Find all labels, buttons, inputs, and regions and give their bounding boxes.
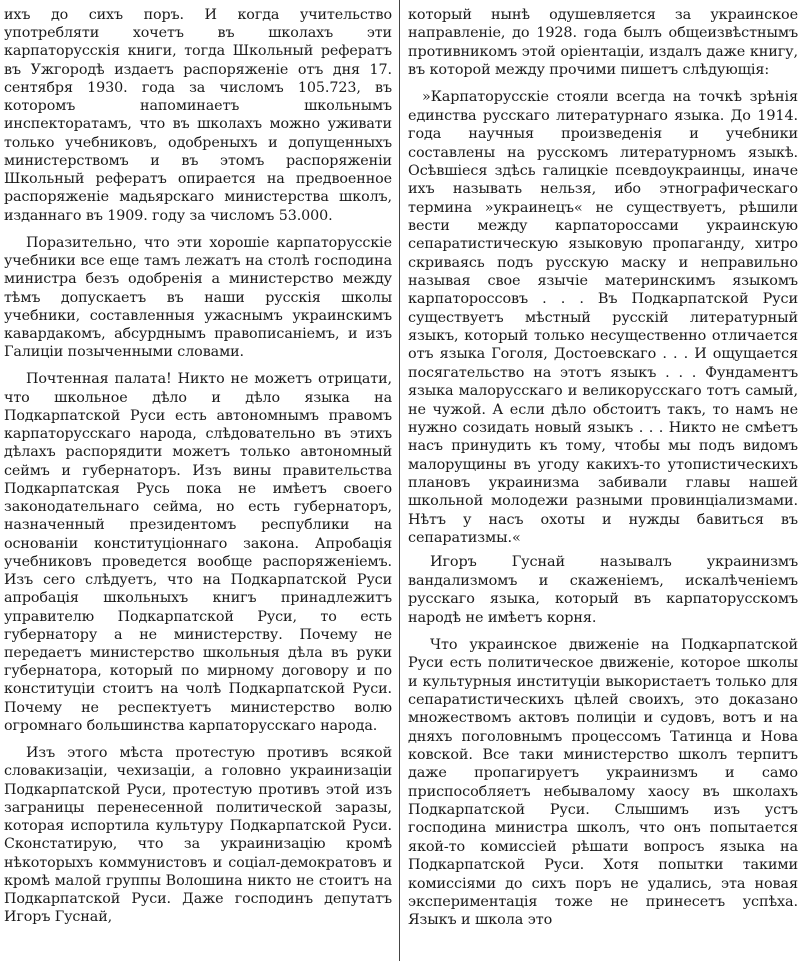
paragraph: Изъ этого мѣста протестую противъ всякой словакизаціи, чехизаціи, а головно украинизаціи Подкарпатской Руси, протестую противъ этой изъ заграницы перенесенной политической заразы, которая испортила культуру Подкарпатской Руси. Сконстатирую, что за украинизацію кромѣ нѣкоторыхъ коммунистовъ и соціал-демократовъ и кромѣ малой группы Волошина никто не стоитъ на Подкарпатской Руси. Даже господинъ депутатъ Игоръ Гуснай, [4,745,392,926]
paragraph: Поразительно, что эти хорошіе карпаторусскіе учебники все еще тамъ лежатъ на столѣ господина министра безъ одобренія а министерство между тѣмъ допускаетъ въ наши русскія школы учебники, составленныя ужаснымъ украинскимъ кавардакомъ, абсурднымъ правописаніемъ, и изъ Галиціи позыченными словами. [4,234,392,361]
quotation-block: »Карпаторусскіе стояли всегда на точкѣ зрѣнія единства русскаго литературнаго языка. До 1914. года научныя произведенія и учебники составлены на русскомъ литературномъ языкѣ. Осѣвшіеся здѣсь галицкіе псевдоукраинцы, иначе ихъ называть нельзя, ибо этнографическаго термина »украинецъ« не существуетъ, рѣшили вести между карпатороссами украинскую сепаратистическую языковую пропаганду, хитро скриваясь подъ русскую маску и неправильно называя свое язычіе материнскимъ языкомъ карпатороссовъ . . . Въ Подкарпатской Руси существуетъ мѣстный русскій литературный языкъ, который только несущественно отличается отъ языка Гоголя, Достоевскаго . . . И ощущается посягательство на этотъ языкъ . . . Фундаментъ языка малорусскаго и великорусскаго тотъ самый, не чужой. А если дѣло обстоитъ такъ, то намъ не нужно созидать новый языкъ . . . Никто не смѣетъ насъ принудить къ тому, чтобы мы подъ видомъ малорущины въ угоду какихъ-то утопистическихъ плановъ украинизма забивали главы нашей школьной молодежи разными провинціализмами. Нѣтъ у насъ охоты и нужды бавиться въ сепаратизмы.« [408,89,798,547]
paragraph: ихъ до сихъ поръ. И когда учительство употребляти хочетъ въ школахъ эти карпаторусскія книги, тогда Школьный рефератъ въ Ужгородѣ издаетъ распоряженіе отъ дня 17. сентября 1930. года за числомъ 105.723, въ которомъ напоминаетъ школьнымъ инспекторатамъ, что въ школахъ можно уживати только учебниковъ, одобреныхъ и допущенныхъ министерствомъ и въ этомъ распоряженіи Школьный рефератъ опирается на предвоенное распоряженіе мадьярскаго министерства школъ, изданнаго въ 1909. году за числомъ 53.000. [4,7,392,224]
right-column [408,6,798,939]
paragraph: который нынѣ одушевляется за украинское направленіе, до 1928. года былъ общеизвѣстнымъ противникомъ этой оріентаціи, издалъ даже книгу, въ которой между прочими пишетъ слѣдующія: [408,7,798,79]
paragraph: Что украинское движеніе на Подкарпатской Руси есть политическое движеніе, которое школы и культурныя институціи выкористаетъ только для сепаратистическихъ цѣлей своихъ, это доказано множествомъ актовъ полиціи и судовъ, вотъ и на дняхъ поголовнымъ процессомъ Татинца и Нова ковской. Все таки министерство школъ терпитъ даже пропагируетъ украинизмъ и само приспособляетъ небывалому хаосу въ школахъ Подкарпатской Руси. Слышимъ изъ устъ господина министра школъ, что онъ попытается якой-то комиссіей рѣшати вопросъ языка на Подкарпатской Руси. Хотя попытки такими комиссіями до сихъ поръ не удались, эта новая экспериментація тоже не принесетъ успѣха. Языкъ и школа это [408,636,798,929]
column-divider [399,0,400,961]
paragraph: Игоръ Гуснай называлъ украинизмъ вандализмомъ и скаженіемъ, искалѣченіемъ русскаго языка, который въ карпаторусскомъ народѣ не имѣетъ корня. [408,554,798,626]
left-column [4,6,392,935]
paragraph: Почтенная палата! Никто не можетъ отрицати, что школьное дѣло и дѣло языка на Подкарпатской Руси есть автономнымъ правомъ карпаторусскаго народа, слѣдовательно въ этихъ дѣлахъ распорядити можетъ только автономный сеймъ и губернаторъ. Изъ вины правительства Подкарпатская Русь пока не имѣетъ своего законодательнаго сейма, но есть губернаторъ, назначенный президентомъ республики на основаніи конституціоннаго закона. Апробація учебниковъ проведется вообще распоряженіемъ. Изъ сего слѣдуетъ, что на Подкарпатской Руси апробація школьныхъ книгъ принадлежитъ управителю Подкарпатской Руси, то есть губернатору а не министерству. Почему не передаетъ министерство школьныя дѣла въ руки губернатора, который по мирному договору и по конституціи стоитъ на чолѣ Подкарпатской Руси. Почему не респектуетъ министерство волю огромнаго большинства карпаторусскаго народа. [4,371,392,734]
